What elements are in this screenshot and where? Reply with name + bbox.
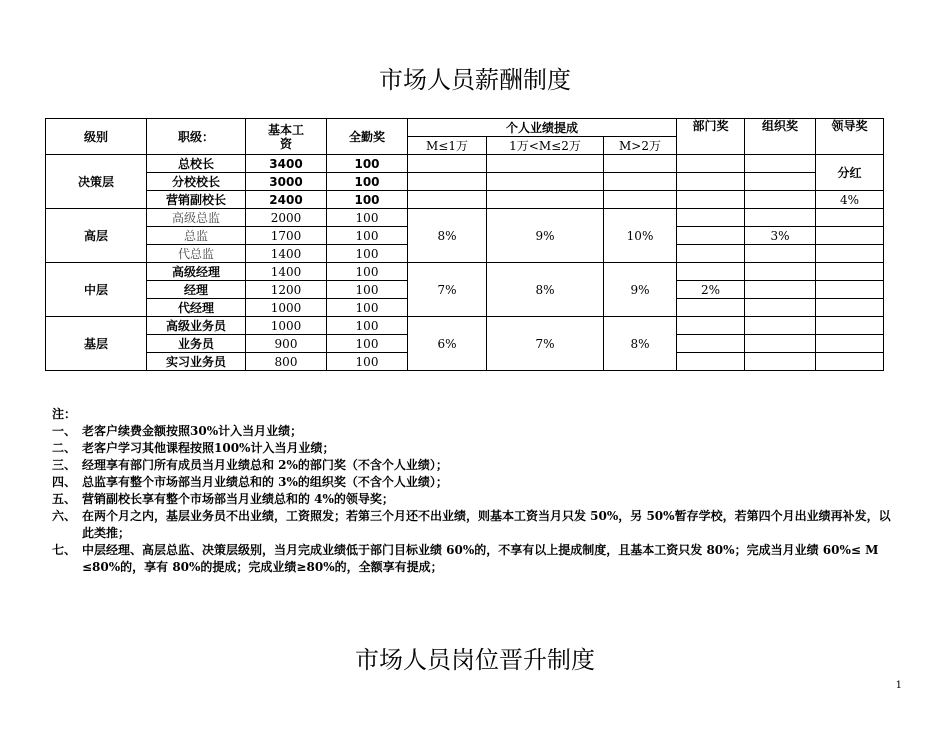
note-number: 四、 (52, 475, 77, 489)
commission-cell: 8% (487, 263, 604, 317)
commission-cell: 7% (487, 317, 604, 371)
salary-table (45, 118, 884, 371)
attendance-cell: 100 (327, 281, 408, 299)
base-cell: 3400 (246, 155, 327, 173)
base-cell: 1000 (246, 299, 327, 317)
header-dept-bonus: 部门奖 (677, 119, 745, 155)
empty-cell (677, 353, 745, 371)
rank-cell: 高级总监 (147, 209, 246, 227)
attendance-cell: 100 (327, 299, 408, 317)
empty-cell (487, 173, 604, 191)
section-title: 市场人员岗位晋升制度 (355, 646, 595, 674)
attendance-cell: 100 (327, 263, 408, 281)
page-number: 1 (895, 680, 902, 691)
attendance-cell: 100 (327, 209, 408, 227)
header-personal-commission: 个人业绩提成 (408, 119, 677, 137)
base-cell: 1200 (246, 281, 327, 299)
table-row (46, 191, 884, 209)
attendance-cell: 100 (327, 317, 408, 335)
attendance-cell: 100 (327, 227, 408, 245)
note-text: 老客户学习其他课程按照100%计入当月业绩； (82, 441, 335, 455)
empty-cell (677, 299, 745, 317)
group-base: 基层 (46, 317, 147, 371)
empty-cell (745, 191, 816, 209)
table-row (46, 173, 884, 191)
table-row (46, 317, 884, 335)
empty-cell (745, 263, 816, 281)
empty-cell (408, 173, 487, 191)
header-m3: M>2万 (604, 137, 677, 155)
empty-cell (816, 317, 884, 335)
base-cell: 2000 (246, 209, 327, 227)
empty-cell (745, 281, 816, 299)
base-cell: 1000 (246, 317, 327, 335)
base-cell: 900 (246, 335, 327, 353)
notes-section (52, 406, 902, 576)
note-item (52, 440, 902, 457)
commission-cell: 7% (408, 263, 487, 317)
note-item (52, 423, 902, 440)
note-number: 三、 (52, 458, 77, 472)
note-item (52, 474, 902, 491)
group-decision: 决策层 (46, 155, 147, 209)
rank-cell: 总监 (147, 227, 246, 245)
empty-cell (677, 335, 745, 353)
empty-cell (745, 173, 816, 191)
base-cell: 3000 (246, 173, 327, 191)
note-text: 营销副校长享有整个市场部当月业绩总和的 4%的领导奖； (82, 492, 394, 506)
rank-cell: 业务员 (147, 335, 246, 353)
empty-cell (677, 209, 745, 227)
lead-pct-cell: 4% (816, 191, 884, 209)
base-cell: 1400 (246, 245, 327, 263)
empty-cell (745, 335, 816, 353)
note-number: 二、 (52, 441, 77, 455)
attendance-cell: 100 (327, 353, 408, 371)
rank-cell: 总校长 (147, 155, 246, 173)
note-item (52, 508, 902, 542)
empty-cell (487, 191, 604, 209)
rank-cell: 营销副校长 (147, 191, 246, 209)
rank-cell: 代总监 (147, 245, 246, 263)
base-cell: 1400 (246, 263, 327, 281)
base-cell: 2400 (246, 191, 327, 209)
empty-cell (745, 209, 816, 227)
note-number: 六、 (52, 509, 77, 523)
empty-cell (677, 317, 745, 335)
attendance-cell: 100 (327, 191, 408, 209)
empty-cell (604, 155, 677, 173)
empty-cell (604, 191, 677, 209)
dividend-cell: 分红 (816, 155, 884, 191)
empty-cell (677, 227, 745, 245)
note-item (52, 491, 902, 508)
header-org-bonus: 组织奖 (745, 119, 816, 155)
table-row (46, 155, 884, 173)
empty-cell (604, 173, 677, 191)
empty-cell (816, 263, 884, 281)
attendance-cell: 100 (327, 155, 408, 173)
empty-cell (816, 281, 884, 299)
empty-cell (745, 299, 816, 317)
base-cell: 1700 (246, 227, 327, 245)
empty-cell (816, 245, 884, 263)
note-text: 中层经理、高层总监、决策层级别，当月完成业绩低于部门目标业绩 60%的，不享有以上提成制度，且基本工资只发 80%；完成当月业绩 60%≤ M ≤80%的，享有 80%的提成；完成业绩≥80%的，全额享有提成； (82, 543, 879, 574)
header-lead-bonus: 领导奖 (816, 119, 884, 155)
note-item (52, 457, 902, 474)
empty-cell (816, 209, 884, 227)
table-row (46, 209, 884, 227)
rank-cell: 代经理 (147, 299, 246, 317)
empty-cell (816, 227, 884, 245)
note-number: 五、 (52, 492, 77, 506)
empty-cell (487, 155, 604, 173)
org-pct-cell: 3% (745, 227, 816, 245)
note-number: 一、 (52, 424, 77, 438)
header-base-pay: 基本工资 (246, 119, 327, 155)
attendance-cell: 100 (327, 335, 408, 353)
rank-cell: 经理 (147, 281, 246, 299)
empty-cell (408, 155, 487, 173)
commission-cell: 9% (604, 263, 677, 317)
header-row (46, 119, 884, 137)
empty-cell (677, 191, 745, 209)
empty-cell (745, 155, 816, 173)
commission-cell: 9% (487, 209, 604, 263)
group-senior: 高层 (46, 209, 147, 263)
header-rank: 职级： (147, 119, 246, 155)
commission-cell: 10% (604, 209, 677, 263)
note-number: 七、 (52, 543, 77, 557)
rank-cell: 高级业务员 (147, 317, 246, 335)
header-m1: M≤1万 (408, 137, 487, 155)
empty-cell (408, 191, 487, 209)
empty-cell (677, 173, 745, 191)
empty-cell (677, 155, 745, 173)
page-title: 市场人员薪酬制度 (379, 66, 571, 94)
empty-cell (677, 263, 745, 281)
note-text: 总监享有整个市场部当月业绩总和的 3%的组织奖（不含个人业绩）； (82, 475, 448, 489)
table-row (46, 263, 884, 281)
note-text: 在两个月之内，基层业务员不出业绩，工资照发；若第三个月还不出业绩，则基本工资当月只发 50%，另 50%暂存学校，若第四个月出业绩再补发，以此类推； (82, 509, 891, 540)
rank-cell: 高级经理 (147, 263, 246, 281)
notes-label: 注： (52, 407, 77, 421)
commission-cell: 8% (604, 317, 677, 371)
note-text: 经理享有部门所有成员当月业绩总和 2%的部门奖（不含个人业绩）； (82, 458, 448, 472)
attendance-cell: 100 (327, 245, 408, 263)
empty-cell (816, 353, 884, 371)
empty-cell (816, 299, 884, 317)
note-text: 老客户续费金额按照30%计入当月业绩； (82, 424, 303, 438)
commission-cell: 8% (408, 209, 487, 263)
rank-cell: 实习业务员 (147, 353, 246, 371)
header-level: 级别 (46, 119, 147, 155)
empty-cell (745, 245, 816, 263)
note-item (52, 542, 902, 576)
empty-cell (745, 353, 816, 371)
header-m2: 1万<M≤2万 (487, 137, 604, 155)
empty-cell (677, 245, 745, 263)
base-cell: 800 (246, 353, 327, 371)
group-middle: 中层 (46, 263, 147, 317)
header-attendance: 全勤奖 (327, 119, 408, 155)
attendance-cell: 100 (327, 173, 408, 191)
commission-cell: 6% (408, 317, 487, 371)
empty-cell (745, 317, 816, 335)
rank-cell: 分校校长 (147, 173, 246, 191)
dept-pct-cell: 2% (677, 281, 745, 299)
empty-cell (816, 335, 884, 353)
